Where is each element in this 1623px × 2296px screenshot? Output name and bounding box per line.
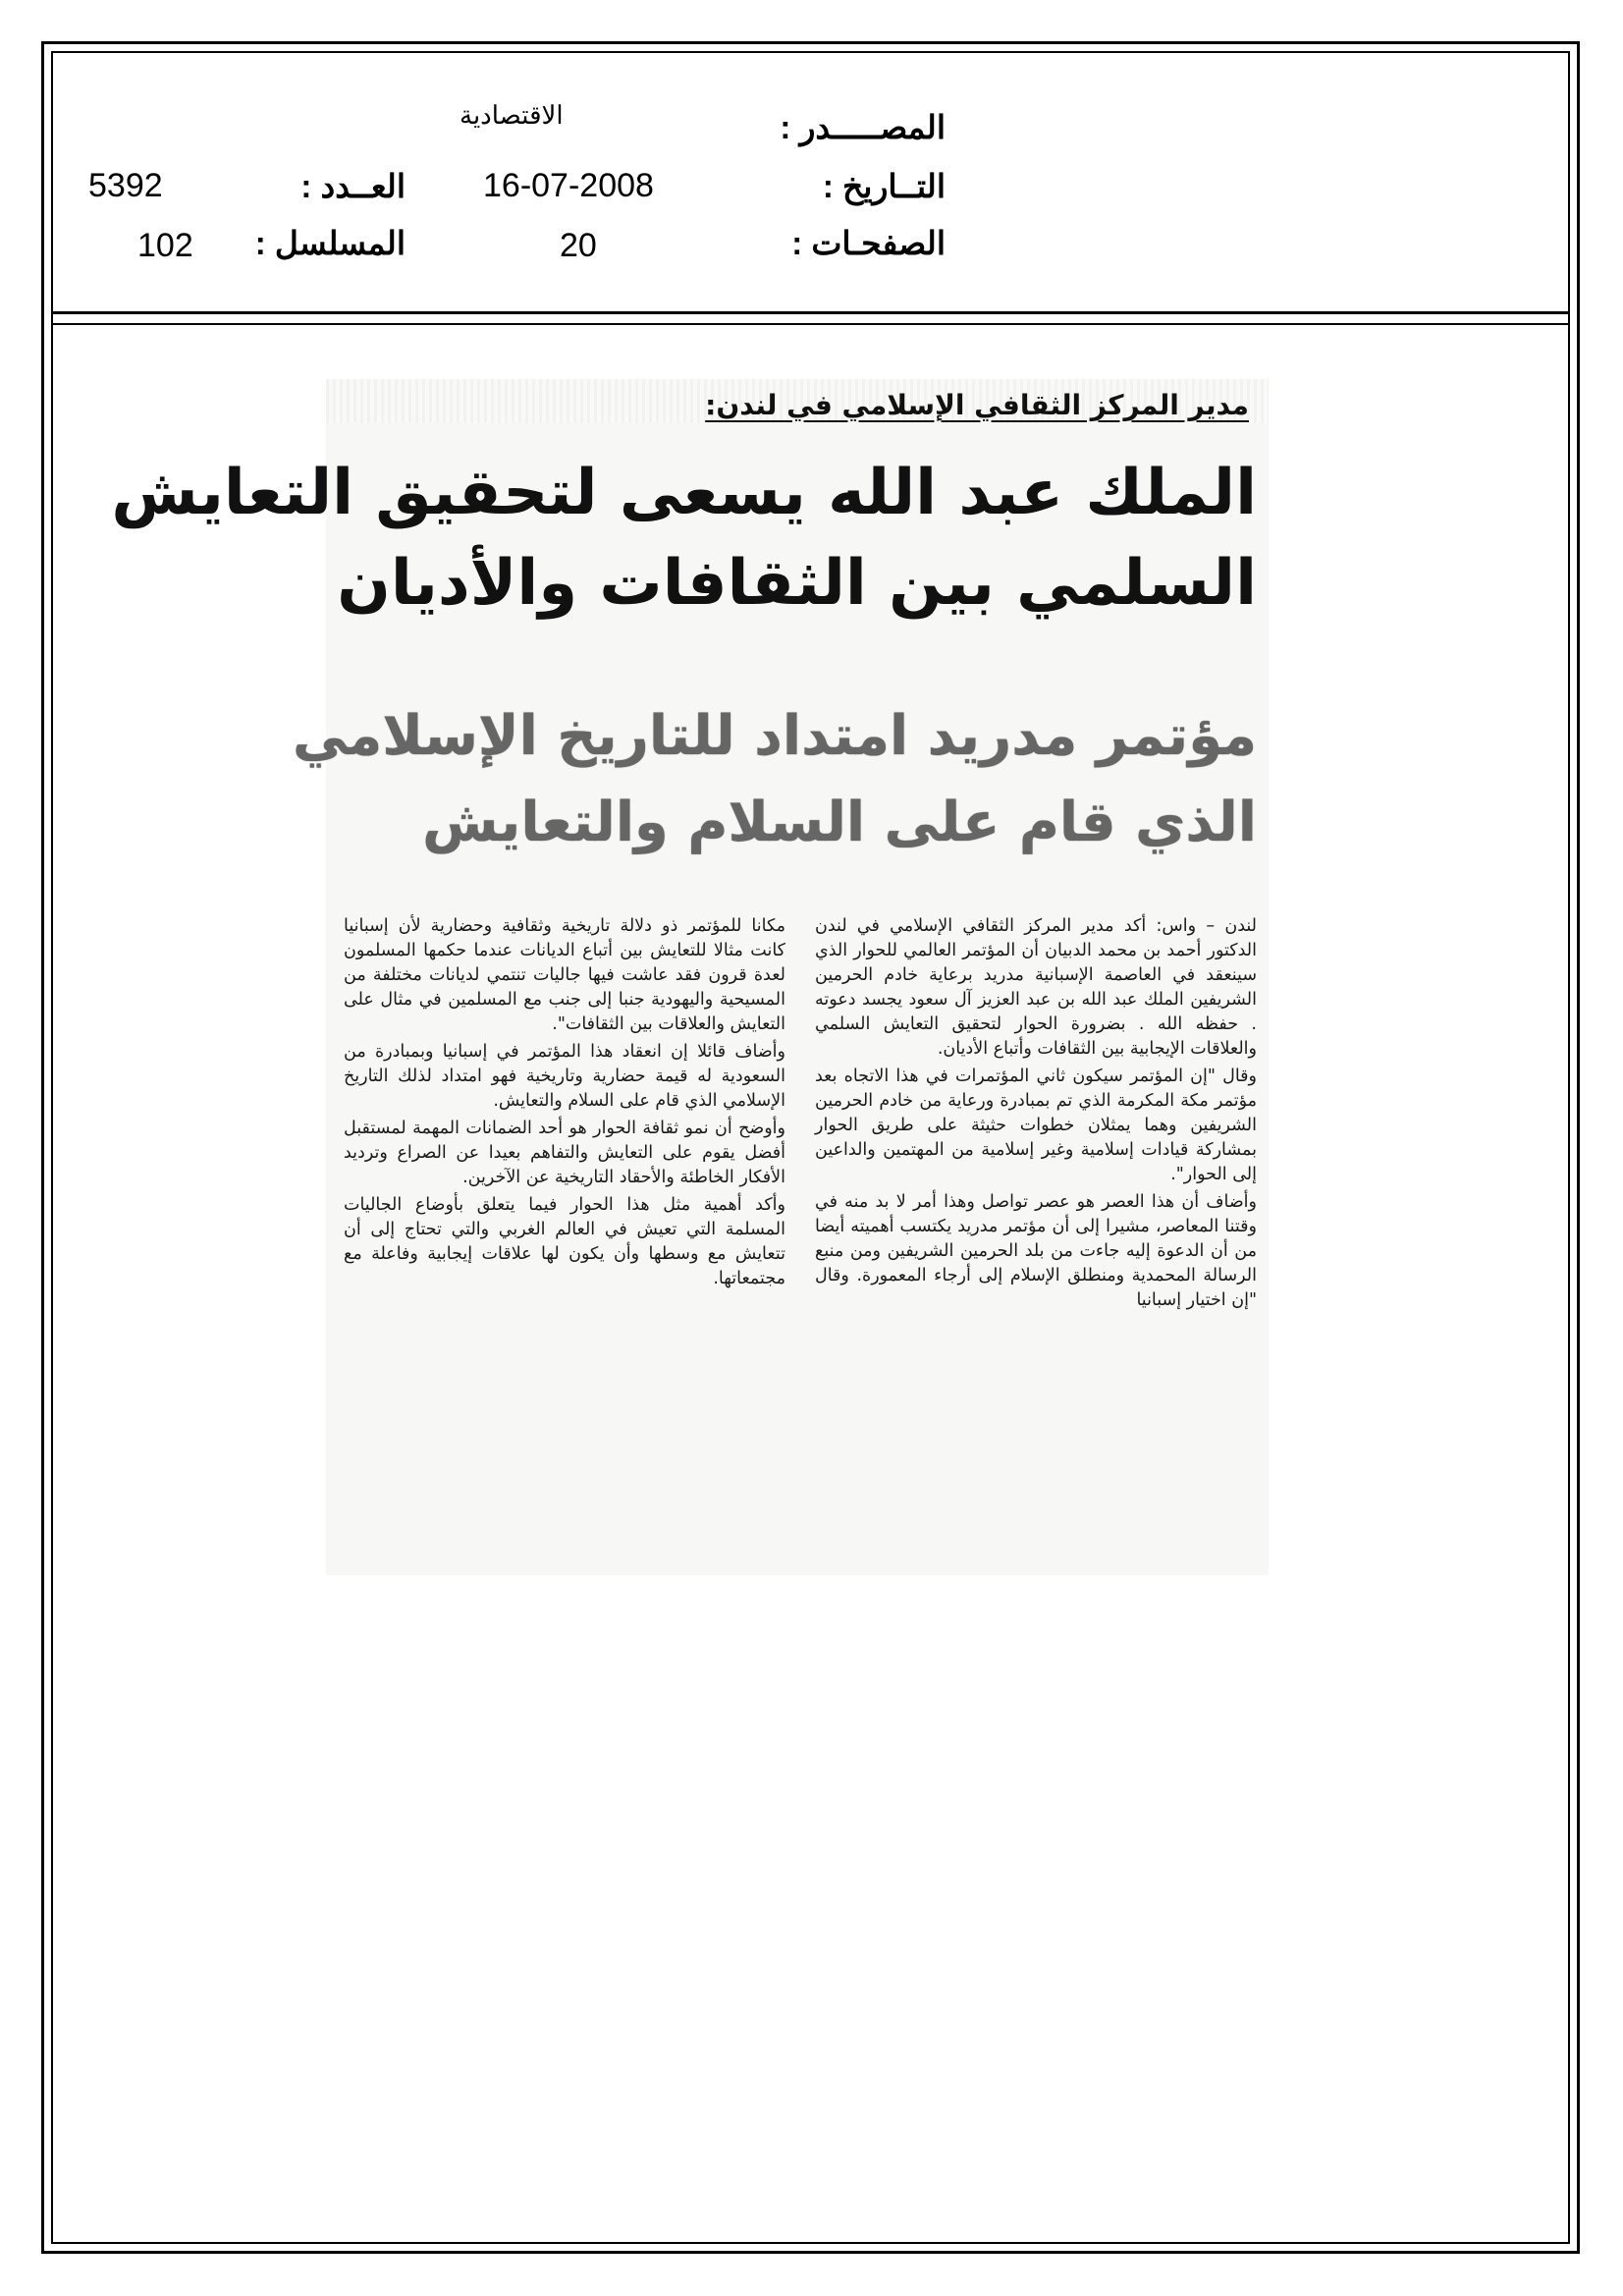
- article-headline: [111, 448, 1257, 629]
- headline-line-2: السلمي بين الثقافات والأديان: [337, 547, 1257, 620]
- source-label: المصـــــدر :: [780, 109, 946, 145]
- paragraph: وأوضح أن نمو ثقافة الحوار هو أحد الضمانات المهمة لمستقبل أفضل يقوم على التعايش والتفاهم بعيدا عن الصراع وترديد الأفكار الخاطئة والأحقاد التاريخية عن الآخرين.: [344, 1119, 785, 1187]
- paragraph: وأضاف قائلا إن انعقاد هذا المؤتمر في إسبانيا وبمبادرة من السعودية له قيمة حضارية وتاريخية فهو امتداد لذلك التاريخ الإسلامي الذي قام على السلام والتعايش.: [344, 1042, 785, 1111]
- article-kicker: مدير المركز الثقافي الإسلامي في لندن:: [705, 389, 1249, 421]
- serial-value: 102: [137, 227, 193, 264]
- serial-label: المسلسل :: [254, 225, 406, 261]
- issue-value: 5392: [88, 167, 163, 204]
- pages-value: 20: [560, 227, 597, 264]
- headline-line-1: الملك عبد الله يسعى لتحقيق التعايش: [111, 457, 1257, 529]
- date-value: 16-07-2008: [483, 167, 654, 204]
- pages-label: الصفحـات :: [791, 225, 946, 261]
- paragraph: وقال "إن المؤتمر سيكون ثاني المؤتمرات في هذا الاتجاه بعد مؤتمر مكة المكرمة الذي تم بمبادرة ورعاية من خادم الحرمين الشريفين وهما يمثلان خطوات حثيثة على طريق الحوار بمشاركة قيادات إسلامية وغير إسلامية من المهتمين والداعين إلى الحوار".: [815, 1066, 1257, 1184]
- date-label: التــاريخ :: [822, 168, 946, 204]
- article-subheadline: [292, 693, 1257, 866]
- article-column-right: [815, 914, 1257, 1316]
- subhead-line-1: مؤتمر مدريد امتداد للتاريخ الإسلامي: [292, 704, 1257, 768]
- newspaper-clipping: [111, 379, 1269, 1575]
- header-divider-inner: [51, 323, 1570, 325]
- paragraph: لندن – واس: أكد مدير المركز الثقافي الإسلامي في لندن الدكتور أحمد بن محمد الدبيان أن المؤتمر العالمي للحوار الذي سينعقد في العاصمة الإسبانية مدريد برعاية خادم الحرمين الشريفين الملك عبد الله بن عبد العزيز آل سعود يجسد دعوته . حفظه الله . بضرورة الحوار لتحقيق التعايش السلمي والعلاقات الإيجابية بين الثقافات وأتباع الأديان.: [815, 916, 1257, 1059]
- paragraph: مكانا للمؤتمر ذو دلالة تاريخية وثقافية وحضارية لأن إسبانيا كانت مثالا للتعايش بين أتباع الديانات عندما حكمها المسلمون لعدة قرون فقد عاشت فيها جاليات تنتمي لديانات مختلفة من المسيحية واليهودية جنبا إلى جنب مع المسلمين في مثال على التعايش والعلاقات بين الثقافات".: [344, 916, 785, 1034]
- article-column-left: [344, 914, 785, 1294]
- header-divider: [51, 311, 1570, 314]
- issue-label: العــدد :: [300, 168, 406, 204]
- paragraph: وأكد أهمية مثل هذا الحوار فيما يتعلق بأوضاع الجاليات المسلمة التي تعيش في العالم الغربي والتي تحتاج إلى أن تتعايش مع وسطها وأن يكون لها علاقات إيجابية وفاعلة مع مجتمعاتها.: [344, 1195, 785, 1288]
- subhead-line-2: الذي قام على السلام والتعايش: [422, 791, 1257, 854]
- source-value: الاقتصادية: [460, 100, 564, 130]
- paragraph: وأضاف أن هذا العصر هو عصر تواصل وهذا أمر لا بد منه في وقتنا المعاصر، مشيرا إلى أن مؤتمر مدريد يكتسب أهميته أيضا من أن الدعوة إليه جاءت من بلد الحرمين الشريفين ومن منبع الرسالة المحمدية ومنطلق الإسلام إلى أرجاء المعمورة. وقال "إن اختيار إسبانيا: [815, 1192, 1257, 1310]
